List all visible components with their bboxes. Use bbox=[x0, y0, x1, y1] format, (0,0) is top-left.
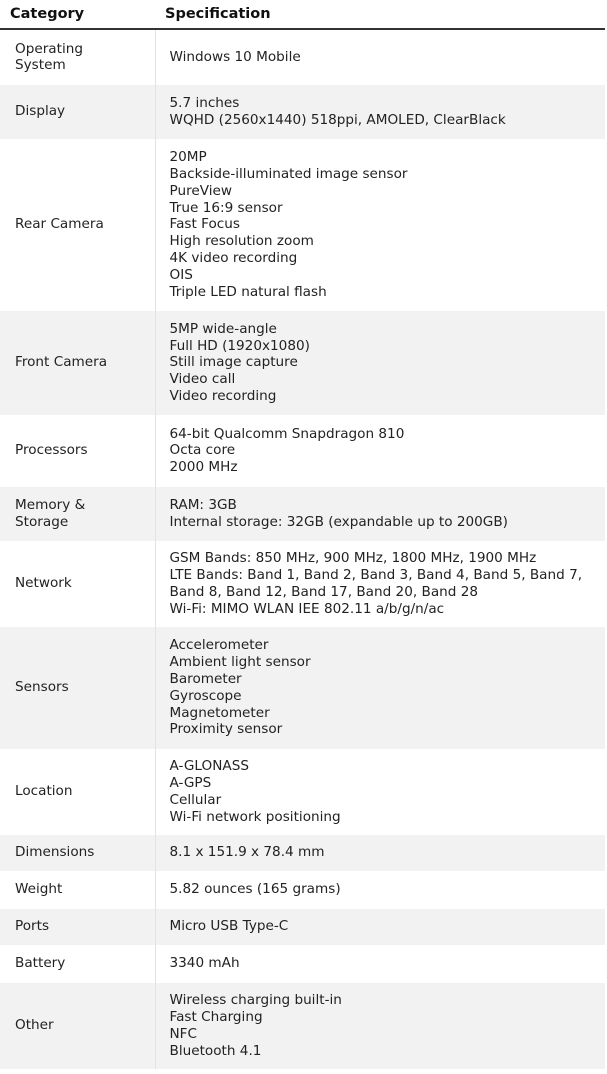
spec-line: High resolution zoom bbox=[169, 233, 314, 250]
category-cell: Processors bbox=[0, 415, 155, 487]
category-cell: Weight bbox=[0, 871, 155, 909]
spec-line: Micro USB Type-C bbox=[169, 918, 289, 935]
spec-line: 20MP bbox=[169, 149, 207, 166]
spec-line: Wi-Fi: MIMO WLAN IEE 802.11 a/b/g/n/ac bbox=[169, 600, 445, 617]
table-row bbox=[0, 85, 605, 139]
specification-cell bbox=[155, 311, 605, 415]
specification-cell bbox=[155, 835, 605, 871]
table-body bbox=[0, 29, 605, 1069]
specification-cell bbox=[155, 29, 605, 85]
spec-line: 4K video recording bbox=[169, 249, 298, 266]
spec-line: PureView bbox=[169, 182, 232, 199]
spec-line: Wi-Fi network positioning bbox=[169, 808, 341, 825]
spec-line: 2000 MHz bbox=[169, 459, 238, 476]
specification-cell bbox=[155, 749, 605, 835]
spec-line: Fast Focus bbox=[169, 216, 240, 233]
spec-line: A-GLONASS bbox=[169, 758, 249, 775]
spec-line: Backside-illuminated image sensor bbox=[169, 166, 408, 182]
spec-line: NFC bbox=[169, 1025, 197, 1042]
category-cell: Operating System bbox=[0, 29, 155, 85]
specification-cell bbox=[155, 541, 605, 627]
table-row bbox=[0, 415, 605, 487]
spec-line: 5.7 inches bbox=[169, 95, 240, 111]
specification-cell bbox=[155, 139, 605, 311]
table-row bbox=[0, 29, 605, 85]
specification-cell bbox=[155, 983, 605, 1069]
table-row bbox=[0, 487, 605, 541]
spec-line: A-GPS bbox=[169, 775, 212, 791]
spec-line: True 16:9 sensor bbox=[169, 199, 283, 216]
spec-line: Bluetooth 4.1 bbox=[169, 1042, 262, 1059]
spec-line: Internal storage: 32GB (expandable up to 200GB) bbox=[169, 513, 508, 530]
category-cell: Memory & Storage bbox=[0, 487, 155, 541]
spec-line: Proximity sensor bbox=[169, 721, 283, 738]
spec-line: Video recording bbox=[169, 387, 277, 404]
category-column-header: Category bbox=[0, 0, 155, 29]
spec-line: Octa core bbox=[169, 442, 236, 459]
spec-line: Full HD (1920x1080) bbox=[169, 337, 310, 354]
spec-line: Wireless charging built-in bbox=[169, 992, 342, 1009]
spec-line: 64-bit Qualcomm Snapdragon 810 bbox=[169, 425, 405, 442]
table-row bbox=[0, 627, 605, 749]
category-cell: Dimensions bbox=[0, 835, 155, 871]
category-cell: Other bbox=[0, 983, 155, 1069]
category-cell: Front Camera bbox=[0, 311, 155, 415]
spec-line: Fast Charging bbox=[169, 1009, 263, 1025]
spec-line: WQHD (2560x1440) 518ppi, AMOLED, ClearBlack bbox=[169, 111, 506, 128]
category-cell: Ports bbox=[0, 909, 155, 945]
spec-line: Ambient light sensor bbox=[169, 654, 311, 671]
spec-line: Barometer bbox=[169, 671, 242, 687]
category-cell: Network bbox=[0, 541, 155, 627]
category-cell: Display bbox=[0, 85, 155, 139]
spec-line: 5.82 ounces (165 grams) bbox=[169, 881, 341, 898]
spec-line: Windows 10 Mobile bbox=[169, 48, 301, 65]
specification-cell bbox=[155, 909, 605, 945]
spec-line: LTE Bands: Band 1, Band 2, Band 3, Band 4, Band 5, Band 7, bbox=[169, 567, 583, 583]
spec-line: Band 8, Band 12, Band 17, Band 20, Band 28 bbox=[169, 583, 479, 600]
table-row bbox=[0, 749, 605, 835]
table-header-row bbox=[0, 0, 605, 29]
table-row bbox=[0, 871, 605, 909]
specification-cell bbox=[155, 871, 605, 909]
spec-line: Video call bbox=[169, 371, 236, 388]
table-row bbox=[0, 983, 605, 1069]
spec-line: Magnetometer bbox=[169, 704, 270, 721]
spec-line: Cellular bbox=[169, 791, 222, 808]
spec-line: OIS bbox=[169, 266, 193, 283]
table-row bbox=[0, 541, 605, 627]
spec-line: Still image capture bbox=[169, 354, 298, 371]
spec-line: 5MP wide-angle bbox=[169, 320, 277, 337]
spec-line: RAM: 3GB bbox=[169, 497, 237, 513]
table-row bbox=[0, 311, 605, 415]
table-row bbox=[0, 945, 605, 983]
table-row bbox=[0, 835, 605, 871]
spec-line: GSM Bands: 850 MHz, 900 MHz, 1800 MHz, 1900 MHz bbox=[169, 550, 537, 567]
category-cell: Battery bbox=[0, 945, 155, 983]
category-cell: Location bbox=[0, 749, 155, 835]
spec-line: 3340 mAh bbox=[169, 955, 240, 972]
spec-line: Accelerometer bbox=[169, 637, 269, 654]
spec-line: Gyroscope bbox=[169, 687, 242, 704]
specification-cell bbox=[155, 945, 605, 983]
specification-cell bbox=[155, 487, 605, 541]
specification-cell bbox=[155, 415, 605, 487]
table-row bbox=[0, 909, 605, 945]
category-cell: Sensors bbox=[0, 627, 155, 749]
specification-cell bbox=[155, 85, 605, 139]
table-row bbox=[0, 139, 605, 311]
category-cell: Rear Camera bbox=[0, 139, 155, 311]
spec-line: Triple LED natural flash bbox=[169, 283, 327, 300]
specification-cell bbox=[155, 627, 605, 749]
specification-column-header: Specification bbox=[155, 0, 605, 29]
spec-line: 8.1 x 151.9 x 78.4 mm bbox=[169, 844, 325, 861]
